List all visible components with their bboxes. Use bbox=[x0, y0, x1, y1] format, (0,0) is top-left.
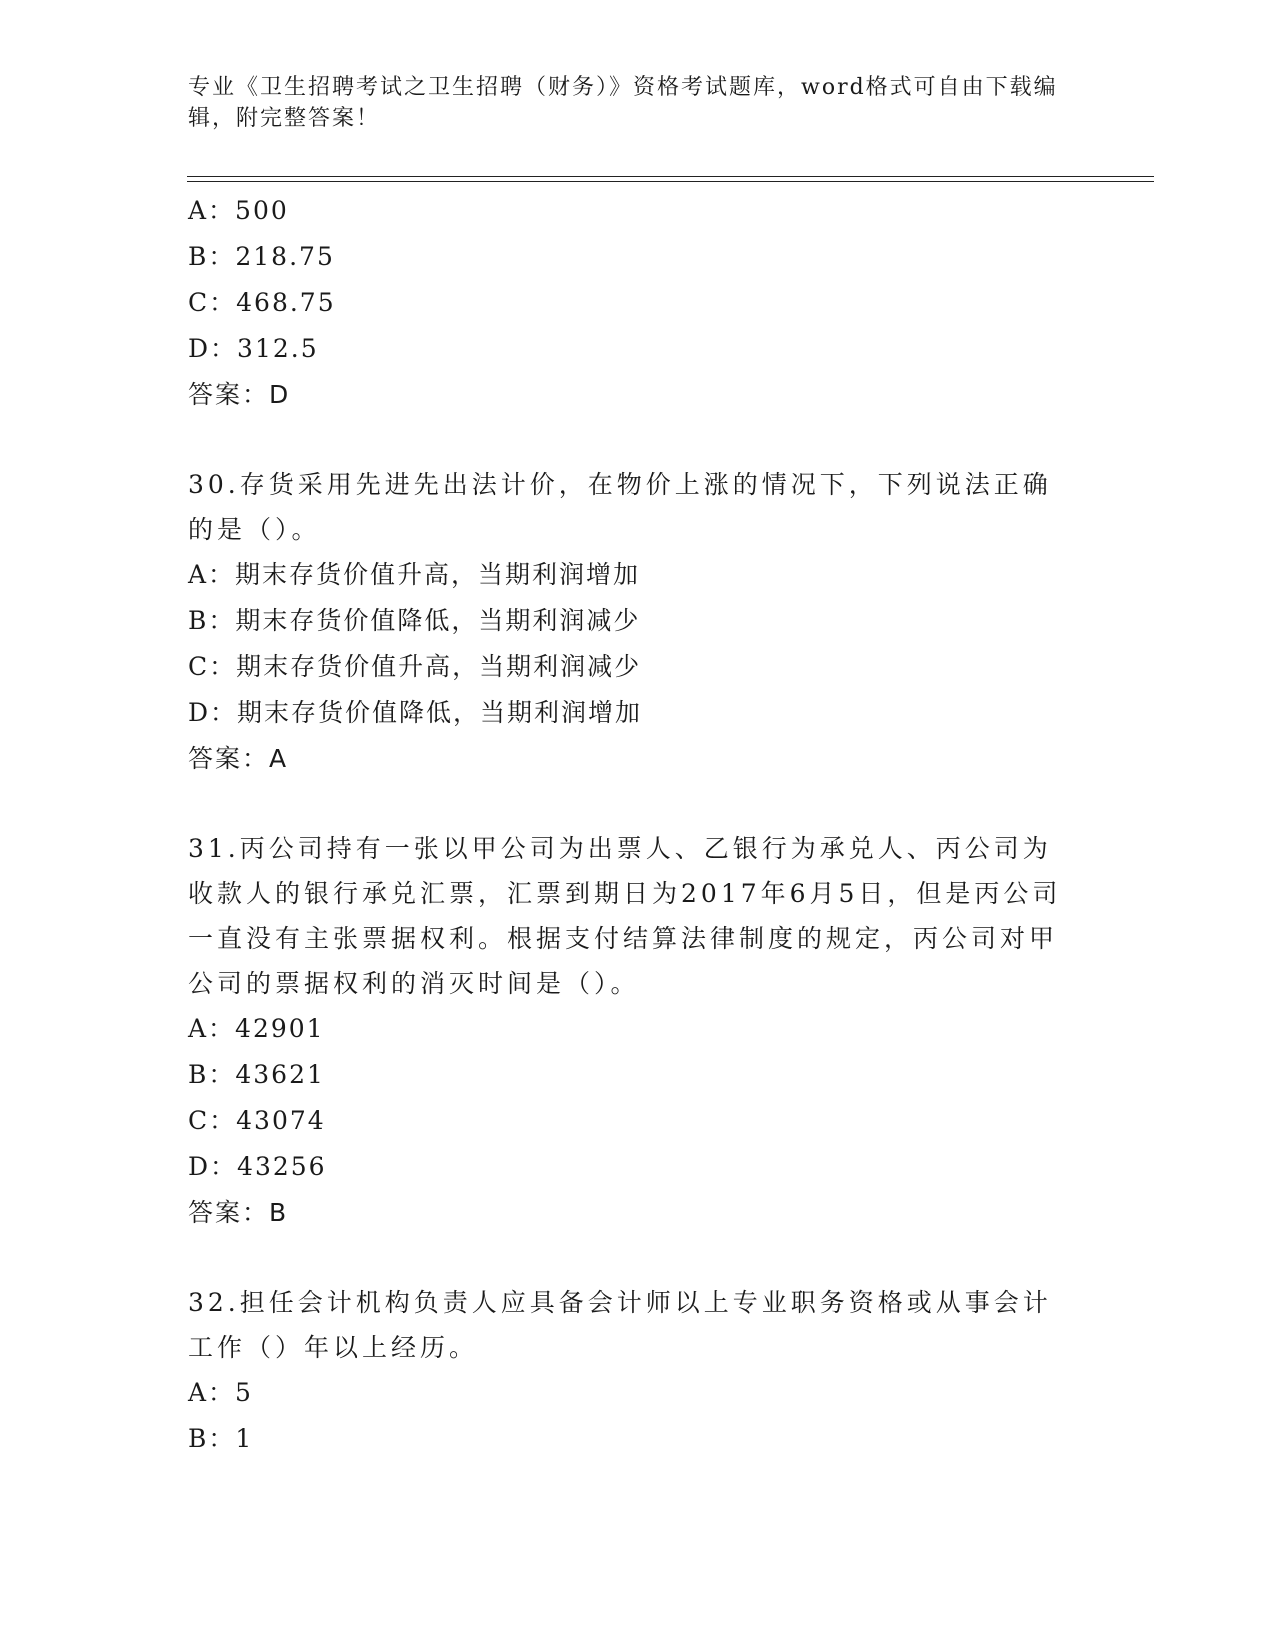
question-29 bbox=[188, 188, 1078, 418]
option-b: B：43621 bbox=[188, 1060, 325, 1089]
question-stem: 30.存货采用先进先出法计价，在物价上涨的情况下，下列说法正确的是（）。 bbox=[188, 470, 1052, 544]
answer-label: 答案：D bbox=[188, 380, 291, 409]
option-d: D：期末存货价值降低，当期利润增加 bbox=[188, 698, 643, 727]
question-stem: 31.丙公司持有一张以甲公司为出票人、乙银行为承兑人、丙公司为收款人的银行承兑汇票，汇票到期日为2017年6月5日，但是丙公司一直没有主张票据权利。根据支付结算法律制度的规定，丙公司对甲公司的票据权利的消灭时间是（）。 bbox=[188, 834, 1062, 998]
option-a: A：42901 bbox=[188, 1014, 325, 1043]
question-list bbox=[188, 188, 1078, 1462]
option-c: C：期末存货价值升高，当期利润减少 bbox=[188, 652, 642, 681]
option-b: B：1 bbox=[188, 1424, 254, 1453]
answer-label: 答案：A bbox=[188, 744, 289, 773]
option-c: C：43074 bbox=[188, 1106, 326, 1135]
option-a: A：500 bbox=[188, 196, 289, 225]
option-b: B：218.75 bbox=[188, 242, 335, 271]
question-stem: 32.担任会计机构负责人应具备会计师以上专业职务资格或从事会计工作（）年以上经历。 bbox=[188, 1288, 1052, 1362]
option-d: D：43256 bbox=[188, 1152, 327, 1181]
header-divider-top bbox=[187, 176, 1154, 177]
question-31 bbox=[188, 826, 1078, 1236]
option-b: B：期末存货价值降低，当期利润减少 bbox=[188, 606, 641, 635]
header-divider-bottom bbox=[187, 181, 1154, 182]
option-a: A：5 bbox=[188, 1378, 253, 1407]
answer-label: 答案：B bbox=[188, 1198, 289, 1227]
question-32 bbox=[188, 1280, 1078, 1462]
document-header: 专业《卫生招聘考试之卫生招聘（财务）》资格考试题库，word格式可自由下载编辑，附完整答案！ bbox=[188, 75, 1058, 131]
question-30 bbox=[188, 462, 1078, 782]
option-d: D：312.5 bbox=[188, 334, 319, 363]
option-c: C：468.75 bbox=[188, 288, 336, 317]
option-a: A：期末存货价值升高，当期利润增加 bbox=[188, 560, 641, 589]
